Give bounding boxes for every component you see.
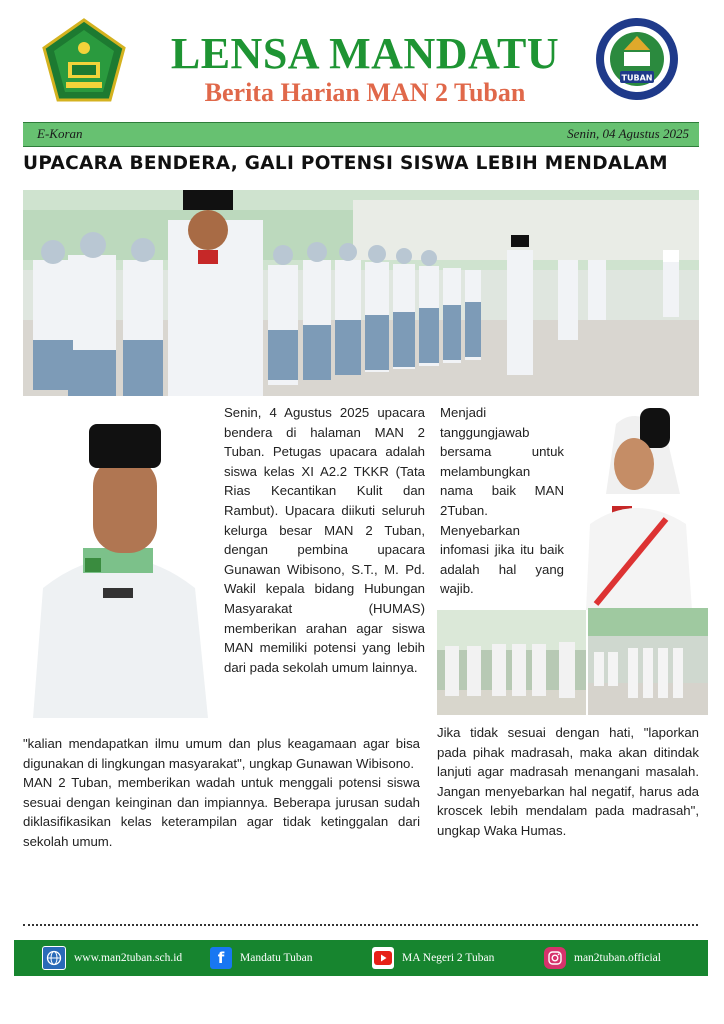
headline: UPACARA BENDERA, GALI POTENSI SISWA LEBIH MENDALAM [23,153,668,174]
masthead-subtitle: Berita Harian MAN 2 Tuban [204,78,526,107]
article-bottom-right [437,723,699,841]
article-column-2 [440,403,564,599]
man2-tuban-logo [594,16,680,102]
article-paragraph: Jika tidak sesuai dengan hati, "laporkan pada pihak madrasah, maka akan ditindak lanjuti agar madrasah menangani masalah. Jangan menyebarkan hal negatif, harus ada kroscek lebih mendalam pada madrasah", ungkap Waka Humas. [437,725,699,838]
youtube-icon [372,947,394,969]
article-quote: "kalian mendapatkan ilmu umum dan plus keagamaan agar bisa digunakan di lingkungan masyarakat", ungkap Gunawan Wibisono. [23,736,420,771]
edition-label: E-Koran [37,126,83,141]
article-paragraph: Menjadi tanggungjawab bersama untuk melambungkan nama baik MAN 2Tuban. Menyebarkan infomasi jika itu baik adalah hal yang wajib. [440,405,564,597]
article-paragraph: Senin, 4 Agustus 2025 upacara bendera di halaman MAN 2 Tuban. Petugas upacara adalah siswa kelas XI A2.2 TKKR (Tata Rias Kecantikan Kulit dan Rambut). Upacara diikuti seluruh kelurga besar MAN 2 Tuban, dengan pembina upacara Gunawan Wibisono, S.T., M. Pd. Wakil kepala bidang Hubungan Masyarakat (HUMAS) memberikan arahan agar siswa MAN memiliki potensi yang lebih dari pada sekolah umum lainnya. [224,405,425,675]
logo-label: TUBAN [621,73,653,83]
facebook-link[interactable]: Mandatu Tuban [240,952,313,964]
youtube-link[interactable]: MA Negeri 2 Tuban [402,952,495,964]
footer-divider [23,924,698,926]
kemenag-logo [40,18,128,104]
footer-youtube[interactable] [372,940,494,976]
instagram-link[interactable]: man2tuban.official [574,952,661,964]
footer-instagram[interactable] [544,940,661,976]
edition-date: Senin, 04 Agustus 2025 [567,126,689,141]
article-bottom-left [23,734,420,852]
instagram-icon [544,947,566,969]
ceremony-main-photo [23,190,699,396]
footer-facebook[interactable] [210,940,313,976]
website-link[interactable]: www.man2tuban.sch.id [74,952,183,964]
masthead-title: LENSA MANDATU [170,29,560,78]
article-paragraph: MAN 2 Tuban, memberikan wadah untuk menggali potensi siswa sesuai dengan keinginan dan impiannya. Beberapa jurusan sudah diklasifikasikan kelas keterampilan agar tidak ketinggalan dari sekolah umum. [23,775,420,849]
edition-band [23,122,699,147]
globe-icon [42,946,66,970]
social-footer [14,940,708,976]
student-portrait-photo [576,404,698,610]
article-column-1 [224,403,425,677]
small-ceremony-photo-1 [437,610,586,715]
footer-website[interactable] [42,940,182,976]
facebook-icon: f [210,947,232,969]
small-ceremony-photo-2 [588,608,708,715]
speaker-portrait-photo [23,418,215,718]
